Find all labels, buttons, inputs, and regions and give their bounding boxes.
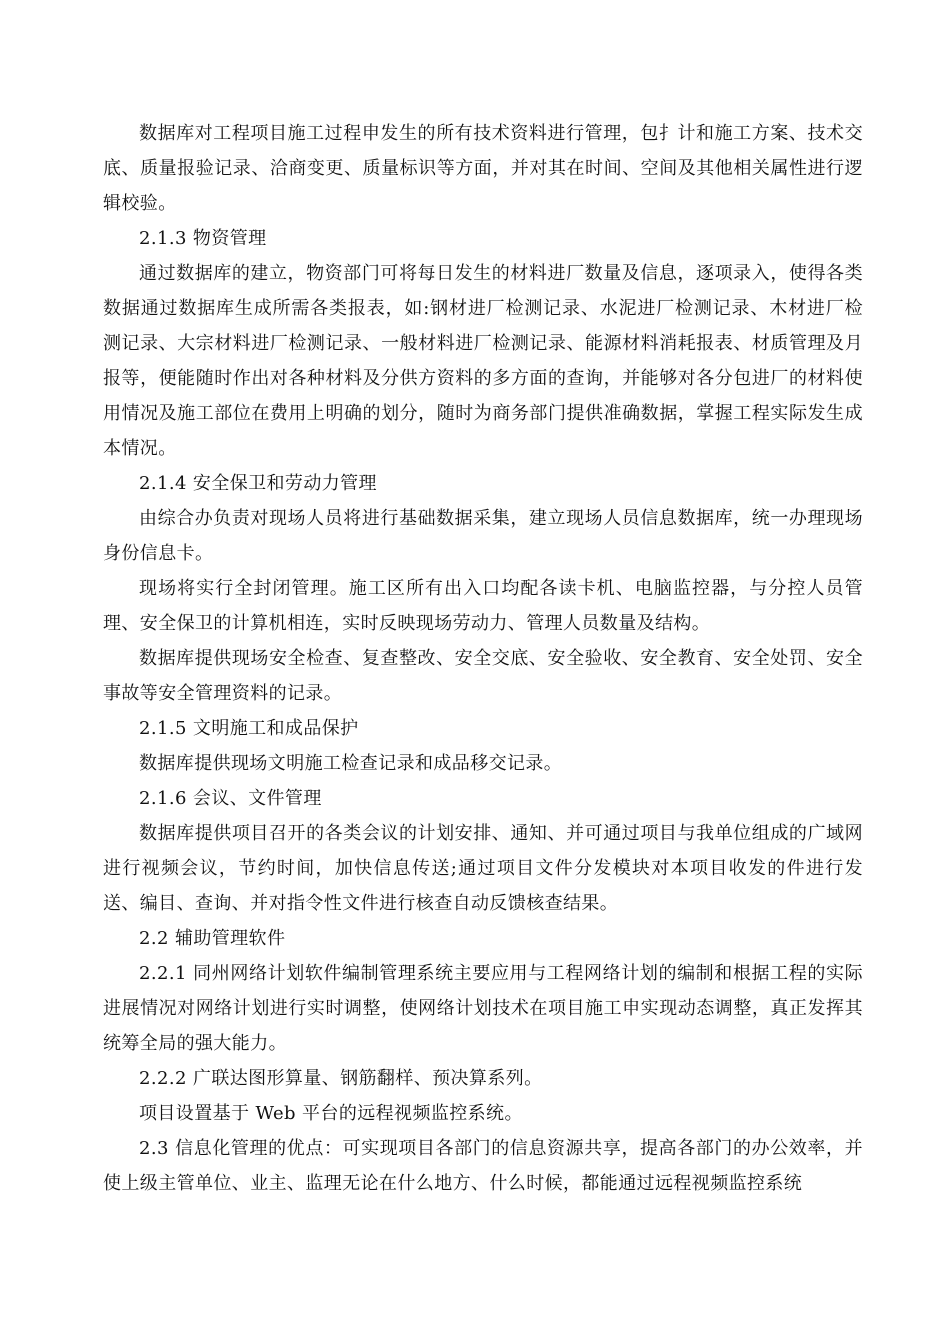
paragraph-2-2-1: 2.2.1 同州网络计划软件编制管理系统主要应用与工程网络计划的编制和根据工程的实际进展情况对网络计划进行实时调整，使网络计划技术在项目施工申实现动态调整，真正发挥其统筹全局的强大能力。 (103, 963, 863, 1054)
heading-2-1-6: 2.1.6 会议、文件管理 (139, 788, 322, 809)
paragraph-video-monitoring: 项目设置基于 Web 平台的远程视频监控系统。 (139, 1103, 523, 1124)
paragraph-2-2-2: 2.2.2 广联达图形算量、钢筋翻样、预决算系列。 (139, 1068, 543, 1089)
paragraph-2-3-advantages: 2.3 信息化管理的优点：可实现项目各部门的信息资源共享，提高各部门的办公效率，并使上级主管单位、业主、监理无论在什么地方、什么时候，都能通过远程视频监控系统 (103, 1138, 863, 1194)
heading-2-1-4: 2.1.4 安全保卫和劳动力管理 (139, 473, 377, 494)
heading-2-1-3: 2.1.3 物资管理 (139, 228, 267, 249)
heading-2-2: 2.2 辅助管理软件 (139, 928, 286, 949)
paragraph-civilized-construction: 数据库提供现场文明施工检查记录和成品移交记录。 (139, 753, 563, 774)
paragraph-materials: 通过数据库的建立，物资部门可将每日发生的材料进厂数量及信息，逐项录入，使得各类数据通过数据库生成所需各类报表，如:钢材进厂检测记录、水泥进厂检测记录、木材进厂检测记录、大宗材料进厂检测记录、一般材料进厂检测记录、能源材料消耗报表、材质管理及月报等，便能随时作出对各种材料及分供方资料的多方面的查询，并能够对各分包进厂的材料使用情况及施工部位在费用上明确的划分，随时为商务部门提供准确数据，掌握工程实际发生成本情况。 (103, 263, 863, 459)
heading-2-1-5: 2.1.5 文明施工和成品保护 (139, 718, 359, 739)
document-body (103, 116, 863, 1201)
paragraph-technical-data: 数据库对工程项目施工过程申发生的所有技术资料进行管理，包扌计和施工方案、技术交底、质量报验记录、洽商变更、质量标识等方面，并对其在时间、空间及其他相关属性进行逻辑校验。 (103, 123, 863, 214)
paragraph-site-closure: 现场将实行全封闭管理。施工区所有出入口均配各读卡机、电脑监控器，与分控人员管理、安全保卫的计算机相连，实时反映现场劳动力、管理人员数量及结构。 (103, 578, 863, 634)
paragraph-meetings: 数据库提供项目召开的各类会议的计划安排、通知、并可通过项目与我单位组成的广域网进行视频会议，节约时间，加快信息传送;通过项目文件分发模块对本项目收发的件进行发送、编目、查询、并对指令性文件进行核查自动反馈核查结果。 (103, 823, 863, 914)
paragraph-safety-records: 数据库提供现场安全检查、复查整改、安全交底、安全验收、安全教育、安全处罚、安全事故等安全管理资料的记录。 (103, 648, 863, 704)
paragraph-personnel-data: 由综合办负责对现场人员将进行基础数据采集，建立现场人员信息数据库，统一办理现场身份信息卡。 (103, 508, 863, 564)
